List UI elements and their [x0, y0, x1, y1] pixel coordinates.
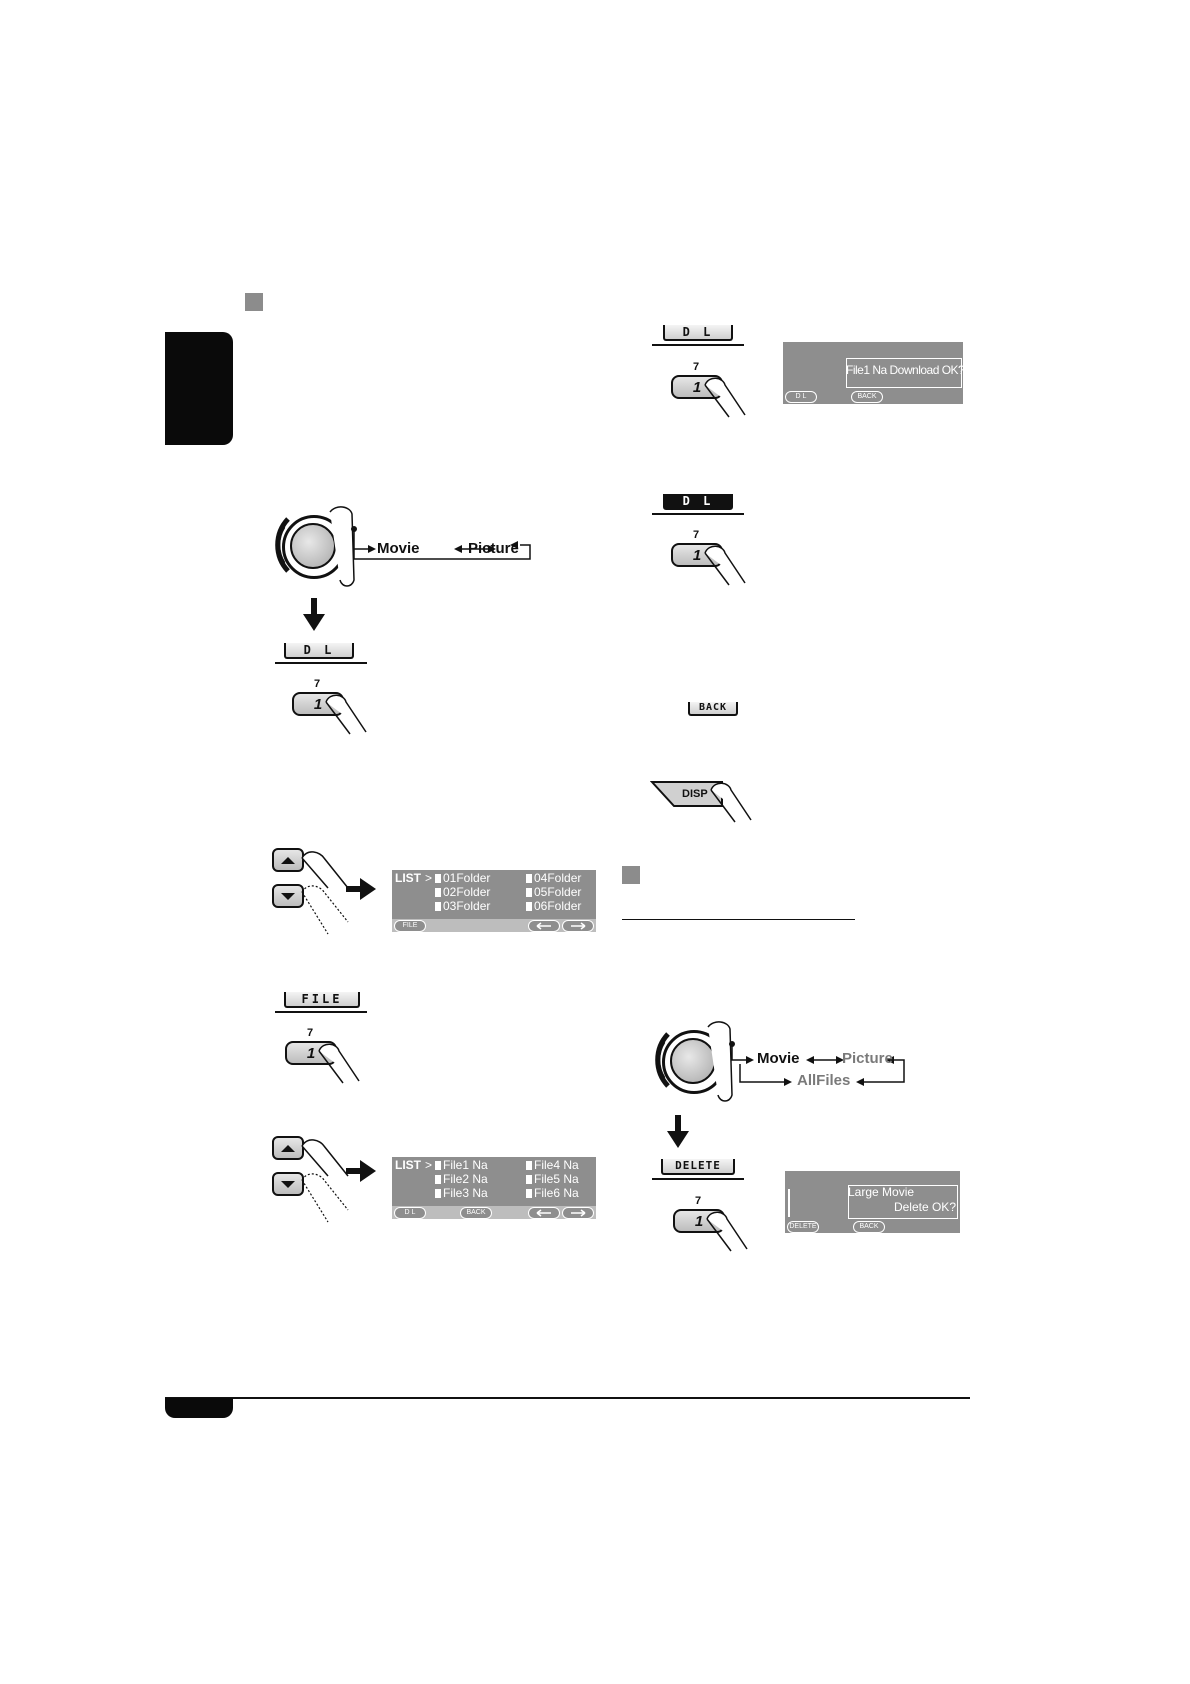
arrow-left-icon — [529, 1208, 559, 1218]
preset-number: 7 — [314, 678, 321, 690]
preset-1-button[interactable]: 1 — [671, 375, 723, 399]
file-icon — [526, 1189, 532, 1198]
lcd-folder-list — [392, 870, 596, 932]
folder-item[interactable]: 04Folder — [526, 871, 581, 885]
lcd-indicator-bar — [788, 1189, 790, 1217]
finger-press-icon — [313, 1037, 363, 1087]
lcd-download-confirm — [783, 342, 963, 404]
folder-icon — [526, 874, 532, 883]
download-message: File1 Na Download OK? — [846, 363, 965, 377]
arrow-right-icon — [563, 1208, 593, 1218]
down-arrow-icon — [667, 1115, 689, 1149]
delete-line-2: Delete OK? — [893, 1200, 956, 1214]
lcd-delete-key[interactable]: DELETE — [787, 1221, 819, 1233]
preset-number: 7 — [307, 1027, 314, 1039]
lcd-back-key[interactable]: BACK — [851, 391, 883, 403]
flow-bracket-icon — [728, 1040, 908, 1100]
folder-item[interactable]: 06Folder — [526, 899, 581, 913]
footer-rule — [165, 1397, 970, 1399]
lcd-cursor: > — [425, 871, 433, 885]
section-rule — [622, 919, 855, 920]
flow-movie-label: Movie — [757, 1050, 800, 1067]
softkey-underline — [652, 1178, 744, 1180]
file-item[interactable]: File6 Na — [526, 1186, 579, 1200]
lcd-dl-key[interactable]: D L — [394, 1207, 426, 1219]
flow-picture-label: Picture — [842, 1050, 893, 1067]
folder-icon — [526, 902, 532, 911]
right-arrow-icon — [346, 878, 376, 900]
preset-number: 7 — [693, 361, 700, 373]
lcd-file-list — [392, 1157, 596, 1219]
file-softkey[interactable]: FILE — [284, 992, 360, 1008]
delete-softkey[interactable]: DELETE — [661, 1159, 735, 1175]
finger-press-icon — [705, 776, 755, 826]
preset-number: 7 — [695, 1195, 702, 1207]
section-marker-2 — [622, 866, 640, 884]
lcd-prev-key[interactable] — [528, 920, 560, 932]
lcd-dl-key[interactable]: D L — [785, 391, 817, 403]
folder-item[interactable]: 01Folder — [435, 871, 490, 885]
dl-softkey-active[interactable]: D L — [663, 494, 733, 510]
preset-1-button[interactable]: 1 — [292, 692, 344, 716]
folder-item[interactable]: 05Folder — [526, 885, 581, 899]
section-marker — [245, 293, 263, 311]
down-arrow-icon — [303, 598, 325, 632]
folder-icon — [435, 888, 441, 897]
finger-press-icon — [699, 539, 749, 589]
folder-item[interactable]: 03Folder — [435, 899, 490, 913]
dl-softkey[interactable]: D L — [284, 643, 354, 659]
file-icon — [526, 1161, 532, 1170]
right-arrow-icon — [346, 1160, 376, 1182]
softkey-underline — [652, 344, 744, 346]
softkey-underline — [275, 662, 367, 664]
file-item[interactable]: File5 Na — [526, 1172, 579, 1186]
disp-button[interactable]: DISP — [682, 788, 708, 800]
page-number-tab — [165, 1398, 233, 1418]
delete-line-1: Large Movie — [848, 1185, 915, 1199]
folder-icon — [435, 874, 441, 883]
finger-press-icon — [699, 371, 749, 421]
file-icon — [526, 1175, 532, 1184]
preset-1-button[interactable]: 1 — [671, 543, 723, 567]
lcd-file-key[interactable]: FILE — [394, 920, 426, 932]
file-item[interactable]: File1 Na — [435, 1158, 488, 1172]
dl-softkey[interactable]: D L — [663, 325, 733, 341]
file-icon — [435, 1189, 441, 1198]
updown-control-1[interactable] — [272, 848, 352, 938]
preset-1-button[interactable]: 1 — [285, 1041, 337, 1065]
file-item[interactable]: File4 Na — [526, 1158, 579, 1172]
finger-scroll-icon — [298, 848, 352, 938]
preset-1-button[interactable]: 1 — [673, 1209, 725, 1233]
lcd-cursor: > — [425, 1158, 433, 1172]
file-item[interactable]: File3 Na — [435, 1186, 488, 1200]
flow-movie-label: Movie — [377, 540, 420, 557]
flow-allfiles-label: AllFiles — [797, 1072, 851, 1089]
finger-scroll-icon — [298, 1136, 352, 1226]
back-softkey[interactable]: BACK — [688, 702, 738, 716]
language-tab — [165, 332, 233, 445]
file-item[interactable]: File2 Na — [435, 1172, 488, 1186]
lcd-title: LIST — [395, 1158, 421, 1172]
finger-press-icon — [320, 688, 370, 738]
softkey-underline — [275, 1011, 367, 1013]
lcd-prev-key[interactable] — [528, 1207, 560, 1219]
arrow-right-icon — [563, 921, 593, 931]
lcd-next-key[interactable] — [562, 1207, 594, 1219]
arrow-left-icon — [529, 921, 559, 931]
lcd-back-key[interactable]: BACK — [853, 1221, 885, 1233]
preset-number: 7 — [693, 529, 700, 541]
folder-icon — [526, 888, 532, 897]
flow-picture-label: Picture — [468, 540, 519, 557]
updown-control-2[interactable] — [272, 1136, 352, 1226]
file-icon — [435, 1161, 441, 1170]
folder-item[interactable]: 02Folder — [435, 885, 490, 899]
folder-icon — [435, 902, 441, 911]
finger-press-icon — [701, 1205, 751, 1255]
lcd-next-key[interactable] — [562, 920, 594, 932]
lcd-title: LIST — [395, 871, 421, 885]
lcd-back-key[interactable]: BACK — [460, 1207, 492, 1219]
lcd-delete-confirm — [785, 1171, 960, 1233]
file-icon — [435, 1175, 441, 1184]
softkey-underline — [652, 513, 744, 515]
